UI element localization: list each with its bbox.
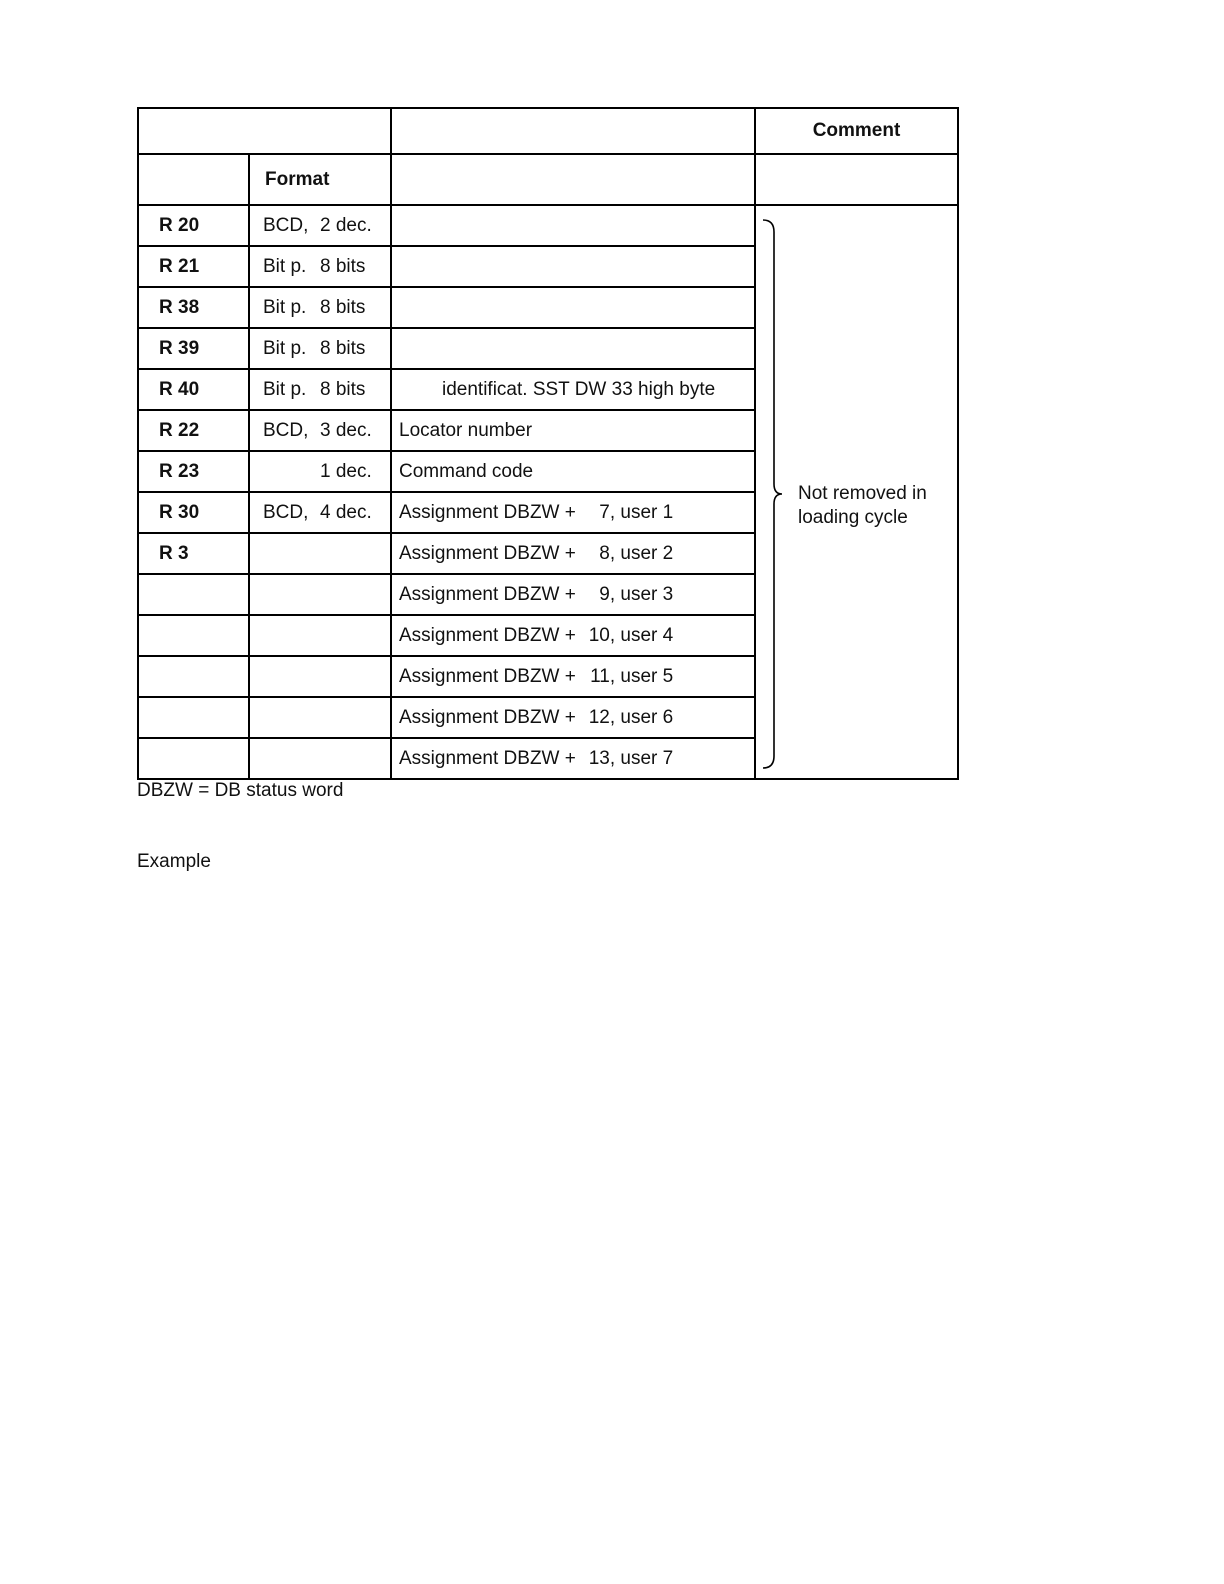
comment-text: Not removed in loading cycle [798, 483, 927, 528]
register-cell: R 21 [138, 246, 249, 287]
register-cell [138, 697, 249, 738]
description-cell: Command code [391, 451, 755, 492]
header-row-1 [138, 108, 958, 154]
register-cell [138, 615, 249, 656]
description-cell [391, 246, 755, 287]
format-cell: Bit p. 8 bits [249, 369, 391, 410]
comment-cell [755, 205, 958, 779]
description-cell [391, 205, 755, 246]
header-blank-cell [391, 108, 755, 154]
register-cell: R 40 [138, 369, 249, 410]
register-cell [138, 738, 249, 779]
example-label: Example [137, 851, 211, 872]
description-cell: Assignment DBZW + 10, user 4 [391, 615, 755, 656]
register-cell: R 22 [138, 410, 249, 451]
description-cell: Assignment DBZW + 11, user 5 [391, 656, 755, 697]
description-cell [391, 328, 755, 369]
description-cell: Assignment DBZW + 13, user 7 [391, 738, 755, 779]
format-cell [249, 656, 391, 697]
description-cell: Assignment DBZW + 8, user 2 [391, 533, 755, 574]
description-cell: identificat. SST DW 33 high byte [391, 369, 755, 410]
format-cell: BCD, 3 dec. [249, 410, 391, 451]
register-cell: R 3 [138, 533, 249, 574]
format-cell: BCD, 2 dec. [249, 205, 391, 246]
table-row [138, 205, 958, 246]
register-table [137, 107, 959, 780]
footnote: DBZW = DB status word [137, 780, 344, 801]
curly-brace-icon [760, 218, 786, 770]
description-cell: Locator number [391, 410, 755, 451]
register-cell [138, 574, 249, 615]
description-cell: Assignment DBZW + 12, user 6 [391, 697, 755, 738]
format-cell: Bit p. 8 bits [249, 287, 391, 328]
register-cell: R 30 [138, 492, 249, 533]
format-cell [249, 615, 391, 656]
format-cell: 1 dec. [249, 451, 391, 492]
header-blank-cell [138, 108, 391, 154]
header-blank-cell [138, 154, 249, 205]
format-cell: BCD, 4 dec. [249, 492, 391, 533]
register-cell: R 38 [138, 287, 249, 328]
format-cell: Bit p. 8 bits [249, 246, 391, 287]
header-row-2 [138, 154, 958, 205]
format-header: Format [249, 154, 391, 205]
description-cell: Assignment DBZW + 9, user 3 [391, 574, 755, 615]
comment-header: Comment [755, 108, 958, 154]
description-cell: Assignment DBZW + 7, user 1 [391, 492, 755, 533]
register-cell: R 20 [138, 205, 249, 246]
format-cell [249, 574, 391, 615]
description-cell [391, 287, 755, 328]
format-cell: Bit p. 8 bits [249, 328, 391, 369]
header-blank-cell [391, 154, 755, 205]
register-cell: R 39 [138, 328, 249, 369]
header-blank-cell [755, 154, 958, 205]
format-cell [249, 738, 391, 779]
format-cell [249, 697, 391, 738]
register-cell [138, 656, 249, 697]
format-cell [249, 533, 391, 574]
register-cell: R 23 [138, 451, 249, 492]
